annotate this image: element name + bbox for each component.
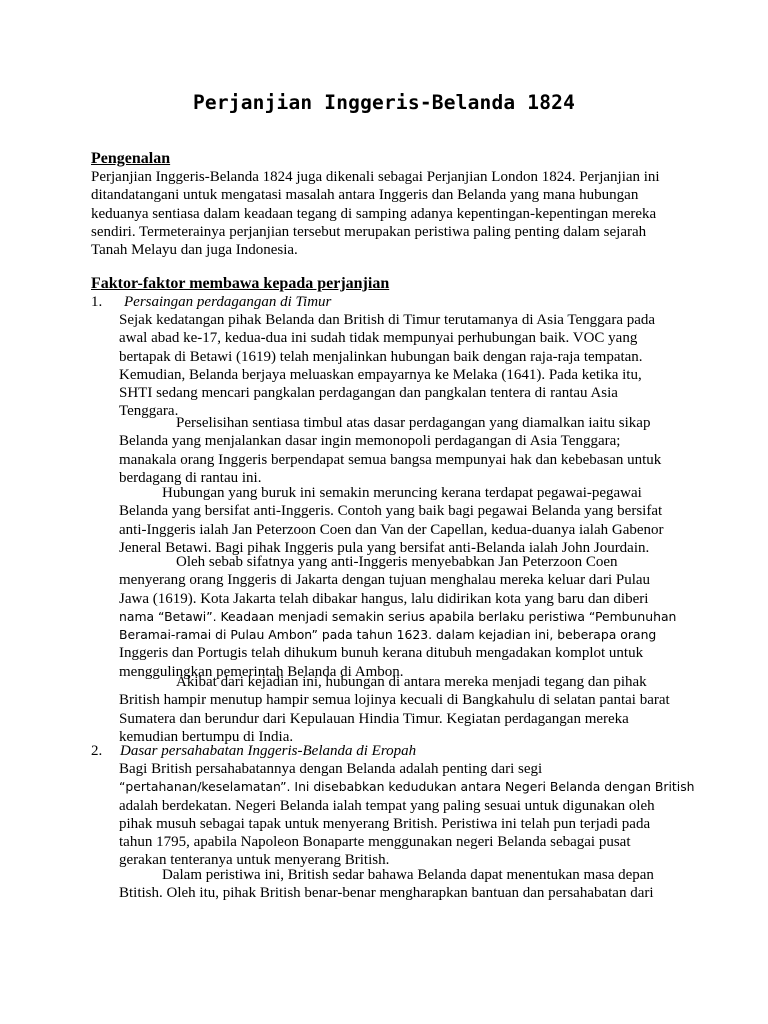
text-line: “pertahanan/keselamatan”. Ini disebabkan kedudukan antara Negeri Belanda dengan British	[119, 779, 695, 795]
text-line: Sumatera dan berundur dari Kepulauan Hindia Timur. Kegiatan perdagangan mereka	[119, 710, 629, 727]
text-line: Oleh sebab sifatnya yang anti-Inggeris menyebabkan Jan Peterzoon Coen	[176, 554, 618, 570]
text-line: Akibat dari kejadian ini, hubungan di antara mereka menjadi tegang dan pihak	[176, 674, 647, 690]
text-line: manakala orang Inggeris berpendapat semua bangsa mempunyai hak dan kebebasan untuk	[119, 451, 662, 468]
text-line: Bagi British persahabatannya dengan Belanda adalah penting dari segi	[119, 761, 543, 777]
text-line: British hampir menutup hampir semua lojinya kecuali di Bangkahulu di selatan pantai barat	[119, 692, 670, 709]
paragraph	[119, 673, 670, 746]
text-line: nama “Betawi”. Keadaan menjadi semakin serius apabila berlaku peristiwa “Pembunuhan	[119, 608, 677, 624]
intro-heading: Pengenalan	[91, 150, 171, 167]
text-line: awal abad ke-17, kedua-dua ini sudah tidak mempunyai perhubungan baik. VOC yang	[119, 330, 638, 347]
paragraph	[119, 484, 664, 557]
paragraph	[119, 414, 661, 487]
text-line: tahun 1795, apabila Napoleon Bonaparte menggunakan negeri Belanda sebagai pusat	[119, 834, 631, 851]
text-line: Tanah Melayu dan juga Indonesia.	[91, 242, 298, 259]
text-line: Tenggara.	[119, 403, 179, 420]
text-line: bertapak di Betawi (1619) telah menjalinkan hubungan baik dengan raja-raja tempatan.	[119, 348, 643, 365]
paragraph	[119, 760, 695, 870]
paragraph	[119, 553, 676, 681]
text-line: SHTI sedang mencari pangkalan perdagangan dan pangkalan tentera di rantau Asia	[119, 385, 618, 402]
text-line: sendiri. Termeterainya perjanjian tersebut merupakan peristiwa paling penting dalam sejarah	[91, 223, 647, 240]
text-line: kemudian bertumpu di India.	[119, 728, 294, 745]
list-number: 2.	[91, 743, 103, 759]
text-line: Jawa (1619). Kota Jakarta telah dibakar hangus, lalu didirikan kota yang baru dan diberi	[119, 590, 649, 607]
text-line: keduanya sentiasa dalam keadaan tegang di samping adanya kepentingan-kepentingan mereka	[91, 205, 657, 222]
text-line: Perjanjian Inggeris-Belanda 1824 juga dikenali sebagai Perjanjian London 1824. Perjanjian ini	[91, 169, 660, 185]
text-line: pihak musuh sebagai tapak untuk menyerang British. Peristiwa ini telah pun terjadi pada	[119, 815, 651, 832]
page-title: Perjanjian Inggeris-Belanda 1824	[192, 91, 576, 114]
text-line: Belanda yang menjalankan dasar ingin memonopoli perdagangan di Asia Tenggara;	[119, 433, 621, 450]
text-line: Dalam peristiwa ini, British sedar bahawa Belanda dapat menentukan masa depan	[162, 867, 654, 883]
factors-heading: Faktor-faktor membawa kepada perjanjian	[91, 275, 390, 292]
text-line: Inggeris dan Portugis telah dihukum bunuh kerana ditubuh mengadakan komplot untuk	[119, 645, 644, 662]
subheading: Persaingan perdagangan di Timur	[124, 294, 332, 310]
list-number: 1.	[91, 294, 103, 310]
text-line: berdagang di rantau ini.	[119, 469, 262, 486]
text-line: Hubungan yang buruk ini semakin meruncing kerana terdapat pegawai-pegawai	[162, 485, 642, 501]
paragraph	[119, 866, 654, 903]
subheading: Dasar persahabatan Inggeris-Belanda di Eropah	[120, 743, 417, 759]
paragraph	[119, 311, 655, 421]
text-line: Belanda yang bersifat anti-Inggeris. Contoh yang baik bagi pegawai Belanda yang bersifat	[119, 503, 663, 520]
text-line: Jeneral Betawi. Bagi pihak Inggeris pula yang bersifat anti-Belanda ialah John Jourdain.	[119, 539, 650, 556]
text-line: Sejak kedatangan pihak Belanda dan British di Timur terutamanya di Asia Tenggara pada	[119, 312, 656, 328]
text-line: gerakan tenteranya untuk menyerang British.	[119, 852, 390, 869]
text-line: menggulingkan pemerintah Belanda di Ambon.	[119, 663, 404, 680]
text-line: ditandatangani untuk mengatasi masalah antara Inggeris dan Belanda yang mana hubungan	[91, 187, 639, 204]
text-line: adalah berdekatan. Negeri Belanda ialah tempat yang paling sesuai untuk digunakan oleh	[119, 797, 655, 814]
text-line: Beramai-ramai di Pulau Ambon” pada tahun 1623. dalam kejadian ini, beberapa orang	[119, 627, 657, 643]
text-line: anti-Inggeris ialah Jan Peterzoon Coen dan Van der Capellan, kedua-duanya ialah Gabenor	[119, 521, 664, 538]
text-line: Btitish. Oleh itu, pihak British benar-benar mengharapkan bantuan dan persahabatan dari	[119, 885, 654, 902]
intro-paragraph	[91, 168, 660, 259]
text-line: Perselisihan sentiasa timbul atas dasar perdagangan yang diamalkan iaitu sikap	[176, 415, 651, 431]
text-line: menyerang orang Inggeris di Jakarta dengan tujuan menghalau mereka keluar dari Pulau	[119, 572, 651, 589]
text-line: Kemudian, Belanda berjaya meluaskan empayarnya ke Melaka (1641). Pada ketika itu,	[119, 366, 642, 383]
